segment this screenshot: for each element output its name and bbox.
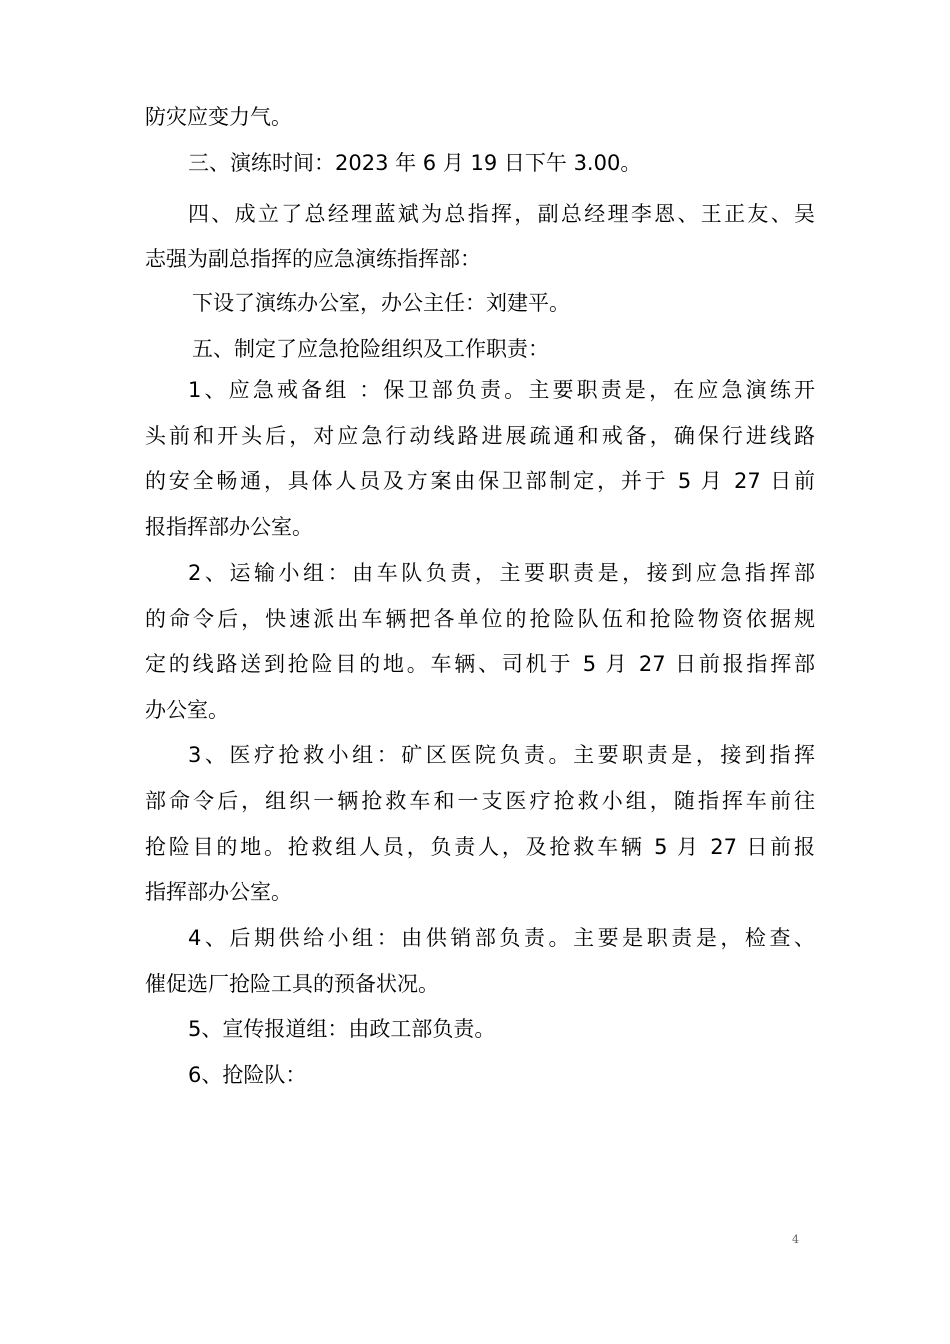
text-line: 2、运输小组：由车队负责，主要职责是，接到应急指挥部 <box>188 561 815 585</box>
text-line: 的命令后，快速派出车辆把各单位的抢险队伍和抢险物资依据规 <box>145 607 815 631</box>
text-line: 办公室。 <box>145 698 229 722</box>
text-line: 1、应急戒备组 ：保卫部负责。主要职责是，在应急演练开 <box>188 378 815 402</box>
text-line: 三、演练时间：2023 年 6 月 19 日下午 3.00。 <box>188 151 642 175</box>
text-line: 4、后期供给小组：由供销部负责。主要是职责是，检查、 <box>188 926 815 950</box>
text-line: 3、医疗抢救小组：矿区医院负责。主要职责是，接到指挥 <box>188 743 815 767</box>
text-line: 五、制定了应急抢险组织及工作职责： <box>192 337 549 361</box>
text-line: 头前和开头后，对应急行动线路进展疏通和戒备，确保行进线路 <box>145 424 815 448</box>
text-line: 防灾应变力气。 <box>145 105 292 129</box>
text-line: 定的线路送到抢险目的地。车辆、司机于 5 月 27 日前报指挥部 <box>145 652 815 676</box>
text-line: 四、成立了总经理蓝斌为总指挥，副总经理李恩、王正友、吴 <box>188 202 815 226</box>
page-number: 4 <box>792 1233 799 1246</box>
text-line: 催促选厂抢险工具的预备状况。 <box>145 972 439 996</box>
text-line: 下设了演练办公室，办公主任：刘建平。 <box>192 291 570 315</box>
text-line: 抢险目的地。抢救组人员，负责人，及抢救车辆 5 月 27 日前报 <box>145 835 815 859</box>
text-line: 5、宣传报道组：由政工部负责。 <box>188 1017 496 1041</box>
text-line: 部命令后，组织一辆抢救车和一支医疗抢救小组，随指挥车前往 <box>145 789 815 813</box>
text-line: 6、抢险队： <box>188 1063 307 1087</box>
text-line: 指挥部办公室。 <box>145 880 292 904</box>
text-line: 的安全畅通，具体人员及方案由保卫部制定，并于 5 月 27 日前 <box>145 469 815 493</box>
text-line: 志强为副总指挥的应急演练指挥部： <box>145 247 481 271</box>
text-line: 报指挥部办公室。 <box>145 515 313 539</box>
